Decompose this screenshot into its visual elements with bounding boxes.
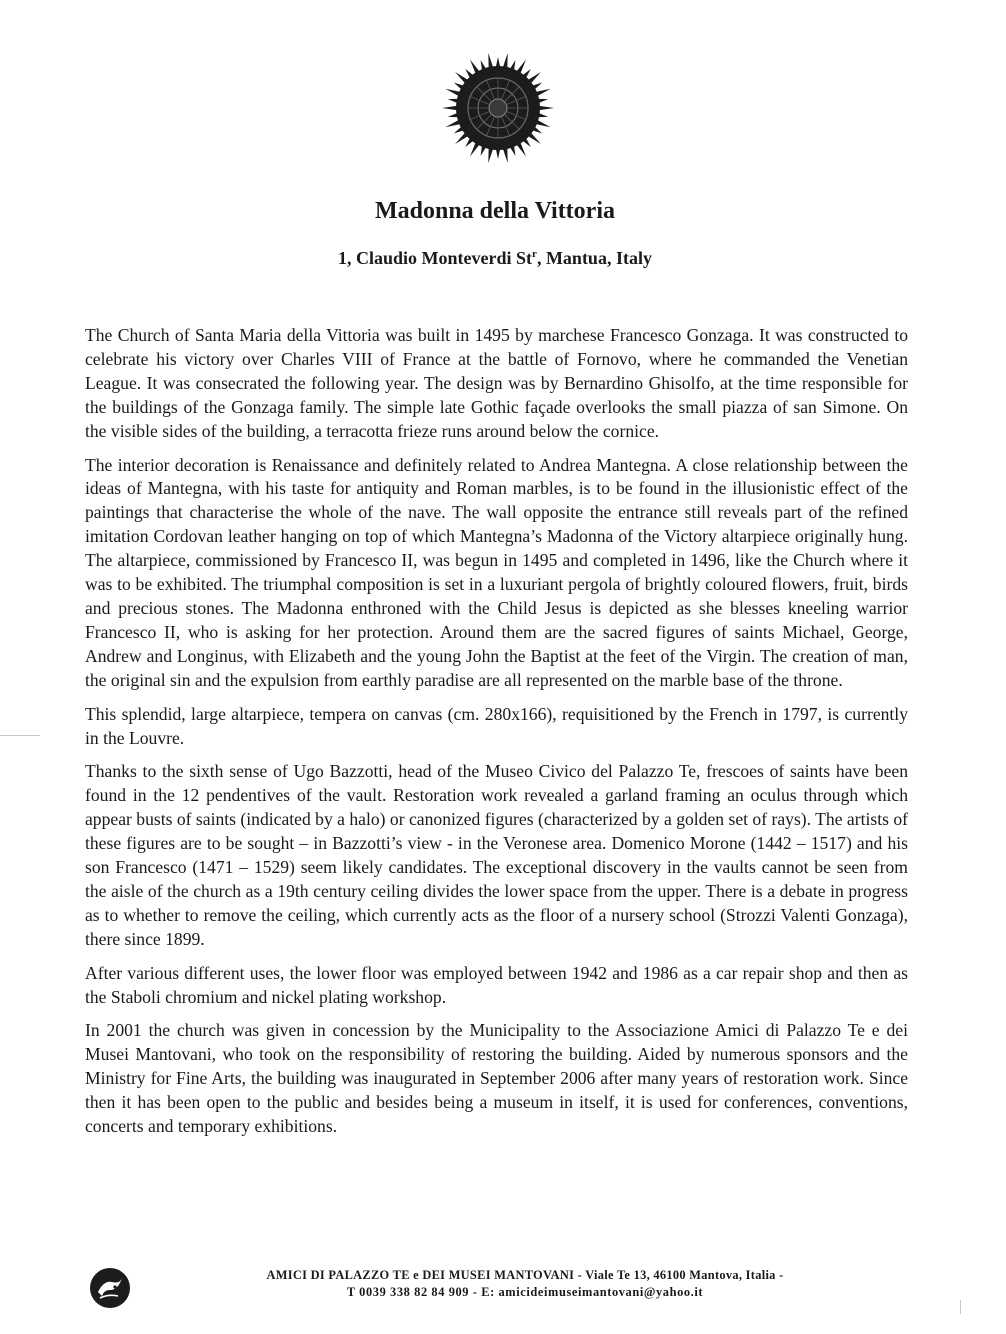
paragraph: The Church of Santa Maria della Vittoria was built in 1495 by marchese Francesco Gonzaga. It was constructed to celebrate his victory over Charles VIII of France at the battle of Fornovo, where he commanded the Venetian League. It was consecrated the following year. The design was by Bernardino Ghisolfo, at the time responsible for the buildings of the Gonzaga family. The simple late Gothic façade overlooks the small piazza of san Simone. On the visible sides of the building, a terracotta frieze runs around below the cornice. [85, 325, 908, 441]
scan-mark [0, 735, 40, 736]
scan-mark [960, 1300, 961, 1314]
paragraph: The interior decoration is Renaissance and definitely related to Andrea Mantegna. A close relationship between the ideas of Mantegna, with his taste for antiquity and Roman marbles, is to be found in the illusionistic effect of the paintings that characterise the whole of the nave. The wall opposite the entrance still reveals part of the refined imitation Cordovan leather hanging on top of which Mantegna’s Madonna of the Victory altarpiece originally hung. The altarpiece, commissioned by Francesco II, was begun in 1495 and completed in 1496, like the Church where it was to be exhibited. The triumphal composition is set in a luxuriant pergola of brightly coloured flowers, fruit, birds and precious stones. The Madonna enthroned with the Child Jesus is depicted as she blesses kneeling warrior Francesco II, who is asking for her protection. Around them are the sacred figures of saints Michael, George, Andrew and Longinus, with Elizabeth and the young John the Baptist at the feet of the Virgin. The creation of man, the original sin and the expulsion from earthly paradise are all represented on the marble base of the throne. [85, 454, 908, 690]
sunburst-emblem-icon [428, 48, 568, 168]
footer [140, 1267, 910, 1301]
address-line [0, 242, 990, 270]
association-logo-icon [88, 1266, 132, 1310]
paragraph: This splendid, large altarpiece, tempera on canvas (cm. 280x166), requisitioned by the French in 1797, is currently in the Louvre. [85, 703, 908, 748]
paragraph: Thanks to the sixth sense of Ugo Bazzotti, head of the Museo Civico del Palazzo Te, frescoes of saints have been found in the 12 pendentives of the vault. Restoration work revealed a garland framing an oculus through which appear busts of saints (indicated by a halo) or canonized figures (characterized by a golden set of rays). The artists of these figures are to be sought – in Bazzotti’s view - in the Veronese area. Domenico Morone (1442 – 1517) and his son Francesco (1471 – 1529) seem likely candidates. The exceptional discovery in the vaults cannot be seen from the aisle of the church as a 19th century ceiling divides the lower space from the upper. There is a debate in progress as to whether to remove the ceiling, which currently acts as the floor of a nursery school (Strozzi Valenti Gonzaga), there since 1899. [85, 761, 908, 949]
paragraph: After various different uses, the lower floor was employed between 1942 and 1986 as a car repair shop and then as the Staboli chromium and nickel plating workshop. [85, 962, 908, 1007]
body-text [85, 324, 908, 1149]
address-superscript: r [532, 248, 537, 260]
footer-organization: AMICI DI PALAZZO TE e DEI MUSEI MANTOVANI - Viale Te 13, 46100 Mantova, Italia - [266, 1268, 784, 1282]
page-title: Madonna della Vittoria [374, 198, 615, 224]
footer-contact: T 0039 338 82 84 909 - E: amicideimuseimantovani@yahoo.it [346, 1285, 704, 1299]
address-suffix: , Mantua, Italy [536, 248, 652, 268]
paragraph: In 2001 the church was given in concession by the Municipality to the Associazione Amici di Palazzo Te e dei Musei Mantovani, who took on the responsibility of restoring the building. Aided by numerous sponsors and the Ministry for Fine Arts, the building was inaugurated in September 2006 after many years of restoration work. Since then it has been open to the public and besides being a museum in itself, it is used for conferences, conventions, concerts and temporary exhibitions. [85, 1020, 908, 1137]
address-prefix: 1, Claudio Monteverdi St [338, 248, 533, 268]
